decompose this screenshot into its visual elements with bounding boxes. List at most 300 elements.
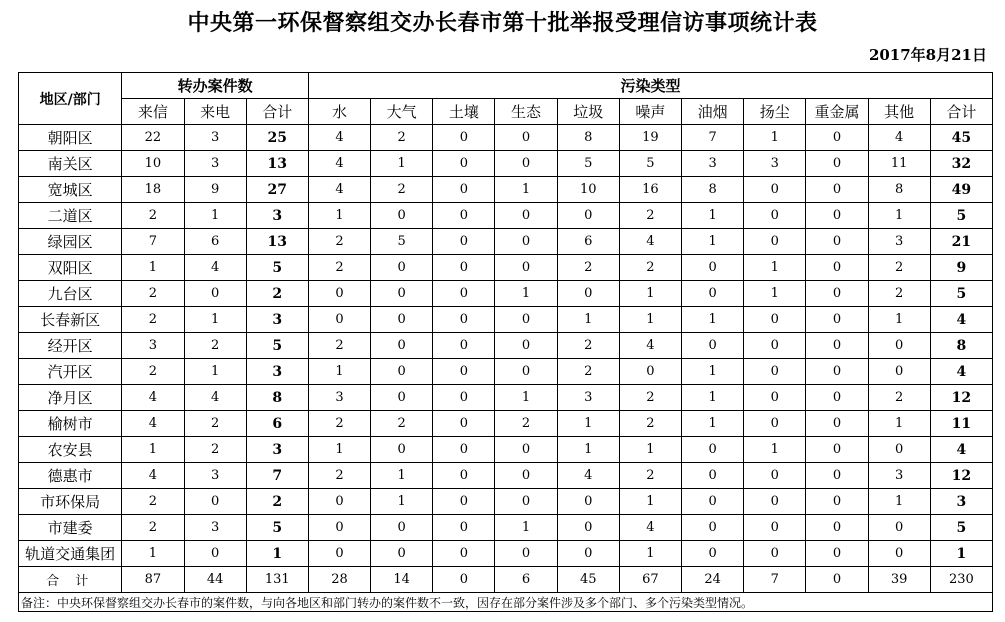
value-cell: 131 — [246, 567, 308, 593]
value-cell: 0 — [682, 463, 744, 489]
value-cell: 1 — [184, 359, 246, 385]
column-header: 合计 — [930, 99, 992, 125]
table-row — [19, 281, 993, 307]
table-row — [19, 333, 993, 359]
value-cell: 0 — [433, 411, 495, 437]
value-cell: 4 — [308, 151, 370, 177]
value-cell: 1 — [122, 437, 184, 463]
value-cell: 0 — [806, 151, 868, 177]
value-cell: 0 — [806, 567, 868, 593]
value-cell: 1 — [246, 541, 308, 567]
value-cell: 13 — [246, 229, 308, 255]
value-cell: 0 — [433, 359, 495, 385]
column-header: 土壤 — [433, 99, 495, 125]
table-row — [19, 489, 993, 515]
column-header: 扬尘 — [744, 99, 806, 125]
value-cell: 5 — [930, 203, 992, 229]
value-cell: 0 — [557, 515, 619, 541]
value-cell: 1 — [868, 203, 930, 229]
table-row — [19, 125, 993, 151]
value-cell: 1 — [744, 437, 806, 463]
value-cell: 8 — [246, 385, 308, 411]
value-cell: 39 — [868, 567, 930, 593]
value-cell: 0 — [371, 385, 433, 411]
value-cell: 2 — [371, 177, 433, 203]
transfer-group-header: 转办案件数 — [122, 73, 309, 99]
value-cell: 0 — [371, 333, 433, 359]
value-cell: 1 — [682, 411, 744, 437]
region-cell: 净月区 — [19, 385, 122, 411]
value-cell: 4 — [930, 359, 992, 385]
value-cell: 2 — [122, 515, 184, 541]
value-cell: 3 — [184, 515, 246, 541]
value-cell: 3 — [246, 359, 308, 385]
column-header: 噪声 — [619, 99, 681, 125]
value-cell: 0 — [744, 463, 806, 489]
value-cell: 0 — [682, 281, 744, 307]
value-cell: 1 — [868, 307, 930, 333]
value-cell: 0 — [433, 307, 495, 333]
value-cell: 2 — [557, 255, 619, 281]
value-cell: 2 — [619, 385, 681, 411]
column-header: 垃圾 — [557, 99, 619, 125]
value-cell: 0 — [744, 177, 806, 203]
table-row — [19, 515, 993, 541]
value-cell: 0 — [184, 281, 246, 307]
value-cell: 0 — [495, 229, 557, 255]
value-cell: 1 — [930, 541, 992, 567]
value-cell: 2 — [619, 411, 681, 437]
value-cell: 10 — [557, 177, 619, 203]
value-cell: 8 — [682, 177, 744, 203]
value-cell: 3 — [184, 463, 246, 489]
table-row — [19, 307, 993, 333]
value-cell: 4 — [557, 463, 619, 489]
value-cell: 0 — [371, 255, 433, 281]
value-cell: 0 — [682, 541, 744, 567]
value-cell: 0 — [433, 541, 495, 567]
value-cell: 0 — [371, 203, 433, 229]
value-cell: 0 — [495, 255, 557, 281]
value-cell: 0 — [495, 541, 557, 567]
value-cell: 0 — [371, 359, 433, 385]
value-cell: 6 — [557, 229, 619, 255]
value-cell: 1 — [122, 541, 184, 567]
value-cell: 0 — [308, 489, 370, 515]
value-cell: 10 — [122, 151, 184, 177]
value-cell: 0 — [308, 307, 370, 333]
value-cell: 1 — [682, 359, 744, 385]
value-cell: 2 — [122, 359, 184, 385]
region-cell: 绿园区 — [19, 229, 122, 255]
value-cell: 0 — [495, 307, 557, 333]
value-cell: 4 — [308, 177, 370, 203]
value-cell: 0 — [806, 489, 868, 515]
value-cell: 2 — [246, 489, 308, 515]
value-cell: 3 — [308, 385, 370, 411]
value-cell: 2 — [122, 489, 184, 515]
value-cell: 4 — [122, 463, 184, 489]
value-cell: 2 — [308, 411, 370, 437]
value-cell: 0 — [308, 541, 370, 567]
value-cell: 2 — [868, 385, 930, 411]
value-cell: 1 — [371, 463, 433, 489]
value-cell: 3 — [682, 151, 744, 177]
value-cell: 4 — [930, 307, 992, 333]
column-header: 生态 — [495, 99, 557, 125]
value-cell: 1 — [682, 307, 744, 333]
table-row — [19, 385, 993, 411]
value-cell: 0 — [806, 203, 868, 229]
value-cell: 5 — [619, 151, 681, 177]
value-cell: 2 — [557, 359, 619, 385]
value-cell: 5 — [930, 281, 992, 307]
value-cell: 3 — [122, 333, 184, 359]
table-row — [19, 411, 993, 437]
value-cell: 1 — [495, 515, 557, 541]
value-cell: 1 — [682, 203, 744, 229]
value-cell: 2 — [184, 333, 246, 359]
value-cell: 12 — [930, 463, 992, 489]
value-cell: 0 — [868, 359, 930, 385]
region-cell: 榆树市 — [19, 411, 122, 437]
value-cell: 0 — [744, 541, 806, 567]
value-cell: 19 — [619, 125, 681, 151]
value-cell: 4 — [619, 333, 681, 359]
value-cell: 1 — [744, 125, 806, 151]
region-cell: 长春新区 — [19, 307, 122, 333]
value-cell: 0 — [682, 437, 744, 463]
value-cell: 3 — [184, 151, 246, 177]
region-cell: 汽开区 — [19, 359, 122, 385]
value-cell: 4 — [122, 385, 184, 411]
value-cell: 2 — [557, 333, 619, 359]
value-cell: 1 — [495, 385, 557, 411]
value-cell: 0 — [806, 333, 868, 359]
value-cell: 0 — [495, 437, 557, 463]
value-cell: 1 — [682, 229, 744, 255]
value-cell: 0 — [868, 333, 930, 359]
value-cell: 0 — [308, 515, 370, 541]
value-cell: 0 — [682, 489, 744, 515]
value-cell: 2 — [619, 255, 681, 281]
value-cell: 67 — [619, 567, 681, 593]
value-cell: 12 — [930, 385, 992, 411]
value-cell: 0 — [806, 229, 868, 255]
value-cell: 0 — [806, 437, 868, 463]
value-cell: 0 — [744, 411, 806, 437]
value-cell: 0 — [806, 411, 868, 437]
value-cell: 1 — [557, 307, 619, 333]
pollution-group-header: 污染类型 — [308, 73, 992, 99]
footnote: 备注：中央环保督察组交办长春市的案件数，与向各地区和部门转办的案件数不一致，因存在部分案件涉及多个部门、多个污染类型情况。 — [19, 593, 993, 612]
value-cell: 0 — [806, 515, 868, 541]
value-cell: 32 — [930, 151, 992, 177]
table-row — [19, 359, 993, 385]
total-row — [19, 567, 993, 593]
value-cell: 4 — [308, 125, 370, 151]
column-header: 合计 — [246, 99, 308, 125]
value-cell: 7 — [246, 463, 308, 489]
value-cell: 5 — [930, 515, 992, 541]
table-row — [19, 255, 993, 281]
table-row — [19, 203, 993, 229]
value-cell: 1 — [682, 385, 744, 411]
value-cell: 0 — [433, 333, 495, 359]
value-cell: 1 — [371, 489, 433, 515]
value-cell: 4 — [868, 125, 930, 151]
value-cell: 1 — [495, 177, 557, 203]
value-cell: 0 — [806, 281, 868, 307]
value-cell: 5 — [246, 333, 308, 359]
value-cell: 230 — [930, 567, 992, 593]
value-cell: 0 — [433, 437, 495, 463]
value-cell: 16 — [619, 177, 681, 203]
value-cell: 1 — [308, 359, 370, 385]
value-cell: 1 — [744, 255, 806, 281]
value-cell: 8 — [868, 177, 930, 203]
value-cell: 4 — [930, 437, 992, 463]
value-cell: 0 — [433, 489, 495, 515]
value-cell: 0 — [806, 307, 868, 333]
value-cell: 1 — [619, 489, 681, 515]
value-cell: 0 — [495, 151, 557, 177]
column-header: 油烟 — [682, 99, 744, 125]
value-cell: 2 — [308, 463, 370, 489]
value-cell: 0 — [868, 541, 930, 567]
value-cell: 0 — [433, 229, 495, 255]
value-cell: 2 — [122, 281, 184, 307]
statistics-table — [18, 72, 993, 612]
value-cell: 0 — [806, 255, 868, 281]
value-cell: 87 — [122, 567, 184, 593]
value-cell: 5 — [246, 255, 308, 281]
value-cell: 0 — [433, 177, 495, 203]
region-cell: 双阳区 — [19, 255, 122, 281]
value-cell: 3 — [246, 203, 308, 229]
value-cell: 49 — [930, 177, 992, 203]
value-cell: 7 — [744, 567, 806, 593]
value-cell: 0 — [868, 515, 930, 541]
value-cell: 2 — [122, 203, 184, 229]
value-cell: 0 — [433, 385, 495, 411]
column-header: 来信 — [122, 99, 184, 125]
value-cell: 0 — [371, 307, 433, 333]
value-cell: 0 — [433, 125, 495, 151]
value-cell: 0 — [495, 333, 557, 359]
column-header: 来电 — [184, 99, 246, 125]
value-cell: 8 — [930, 333, 992, 359]
value-cell: 0 — [433, 463, 495, 489]
value-cell: 0 — [744, 229, 806, 255]
value-cell: 8 — [557, 125, 619, 151]
value-cell: 2 — [868, 255, 930, 281]
region-cell: 轨道交通集团 — [19, 541, 122, 567]
value-cell: 44 — [184, 567, 246, 593]
value-cell: 0 — [744, 203, 806, 229]
value-cell: 1 — [619, 281, 681, 307]
value-cell: 2 — [619, 463, 681, 489]
report-date: 2017年8月21日 — [868, 46, 987, 64]
value-cell: 0 — [806, 359, 868, 385]
value-cell: 2 — [868, 281, 930, 307]
value-cell: 0 — [433, 567, 495, 593]
value-cell: 1 — [122, 255, 184, 281]
page-title: 中央第一环保督察组交办长春市第十批举报受理信访事项统计表 — [187, 11, 818, 36]
region-cell: 德惠市 — [19, 463, 122, 489]
value-cell: 1 — [619, 307, 681, 333]
value-cell: 0 — [806, 177, 868, 203]
value-cell: 3 — [930, 489, 992, 515]
value-cell: 0 — [371, 281, 433, 307]
value-cell: 27 — [246, 177, 308, 203]
value-cell: 1 — [619, 437, 681, 463]
region-cell: 合 计 — [19, 567, 122, 593]
value-cell: 2 — [122, 307, 184, 333]
value-cell: 0 — [806, 541, 868, 567]
value-cell: 0 — [495, 125, 557, 151]
value-cell: 2 — [371, 125, 433, 151]
region-cell: 市建委 — [19, 515, 122, 541]
value-cell: 0 — [184, 541, 246, 567]
value-cell: 4 — [184, 385, 246, 411]
region-cell: 经开区 — [19, 333, 122, 359]
value-cell: 2 — [371, 411, 433, 437]
value-cell: 25 — [246, 125, 308, 151]
value-cell: 7 — [122, 229, 184, 255]
value-cell: 0 — [619, 359, 681, 385]
column-header: 其他 — [868, 99, 930, 125]
value-cell: 0 — [557, 281, 619, 307]
value-cell: 1 — [868, 411, 930, 437]
table-row — [19, 437, 993, 463]
value-cell: 4 — [122, 411, 184, 437]
note-row — [19, 593, 993, 612]
value-cell: 1 — [308, 203, 370, 229]
value-cell: 0 — [868, 437, 930, 463]
value-cell: 45 — [930, 125, 992, 151]
value-cell: 1 — [557, 437, 619, 463]
value-cell: 45 — [557, 567, 619, 593]
value-cell: 4 — [619, 515, 681, 541]
value-cell: 13 — [246, 151, 308, 177]
value-cell: 6 — [495, 567, 557, 593]
value-cell: 0 — [371, 515, 433, 541]
value-cell: 2 — [308, 255, 370, 281]
value-cell: 0 — [495, 203, 557, 229]
value-cell: 0 — [495, 359, 557, 385]
value-cell: 3 — [246, 307, 308, 333]
region-cell: 二道区 — [19, 203, 122, 229]
value-cell: 3 — [184, 125, 246, 151]
table-row — [19, 463, 993, 489]
value-cell: 1 — [868, 489, 930, 515]
value-cell: 0 — [433, 255, 495, 281]
region-cell: 宽城区 — [19, 177, 122, 203]
value-cell: 0 — [682, 515, 744, 541]
value-cell: 9 — [930, 255, 992, 281]
value-cell: 0 — [433, 281, 495, 307]
value-cell: 1 — [308, 437, 370, 463]
value-cell: 1 — [495, 281, 557, 307]
value-cell: 0 — [433, 203, 495, 229]
value-cell: 5 — [557, 151, 619, 177]
value-cell: 2 — [308, 229, 370, 255]
region-cell: 九台区 — [19, 281, 122, 307]
value-cell: 4 — [619, 229, 681, 255]
value-cell: 0 — [371, 437, 433, 463]
value-cell: 11 — [868, 151, 930, 177]
value-cell: 2 — [495, 411, 557, 437]
value-cell: 0 — [744, 385, 806, 411]
value-cell: 22 — [122, 125, 184, 151]
region-column-header: 地区/部门 — [19, 73, 122, 125]
value-cell: 21 — [930, 229, 992, 255]
value-cell: 0 — [495, 463, 557, 489]
value-cell: 0 — [682, 333, 744, 359]
column-header: 大气 — [371, 99, 433, 125]
value-cell: 9 — [184, 177, 246, 203]
value-cell: 2 — [184, 411, 246, 437]
value-cell: 0 — [557, 203, 619, 229]
value-cell: 0 — [744, 333, 806, 359]
value-cell: 1 — [744, 281, 806, 307]
value-cell: 0 — [806, 385, 868, 411]
value-cell: 5 — [246, 515, 308, 541]
table-row — [19, 229, 993, 255]
region-cell: 农安县 — [19, 437, 122, 463]
value-cell: 0 — [806, 463, 868, 489]
value-cell: 1 — [371, 151, 433, 177]
value-cell: 3 — [744, 151, 806, 177]
value-cell: 28 — [308, 567, 370, 593]
value-cell: 0 — [371, 541, 433, 567]
value-cell: 1 — [184, 307, 246, 333]
value-cell: 3 — [868, 463, 930, 489]
value-cell: 2 — [184, 437, 246, 463]
value-cell: 4 — [184, 255, 246, 281]
value-cell: 1 — [557, 411, 619, 437]
value-cell: 0 — [806, 125, 868, 151]
value-cell: 0 — [744, 307, 806, 333]
value-cell: 0 — [433, 151, 495, 177]
value-cell: 24 — [682, 567, 744, 593]
value-cell: 1 — [619, 541, 681, 567]
column-header: 水 — [308, 99, 370, 125]
table-row — [19, 151, 993, 177]
region-cell: 朝阳区 — [19, 125, 122, 151]
value-cell: 0 — [744, 359, 806, 385]
value-cell: 2 — [246, 281, 308, 307]
value-cell: 3 — [557, 385, 619, 411]
value-cell: 6 — [246, 411, 308, 437]
value-cell: 18 — [122, 177, 184, 203]
value-cell: 0 — [682, 255, 744, 281]
value-cell: 3 — [868, 229, 930, 255]
value-cell: 2 — [308, 333, 370, 359]
value-cell: 11 — [930, 411, 992, 437]
value-cell: 3 — [246, 437, 308, 463]
value-cell: 1 — [184, 203, 246, 229]
value-cell: 6 — [184, 229, 246, 255]
table-row — [19, 541, 993, 567]
value-cell: 0 — [557, 541, 619, 567]
region-cell: 南关区 — [19, 151, 122, 177]
value-cell: 0 — [308, 281, 370, 307]
value-cell: 7 — [682, 125, 744, 151]
table-row — [19, 177, 993, 203]
value-cell: 0 — [495, 489, 557, 515]
